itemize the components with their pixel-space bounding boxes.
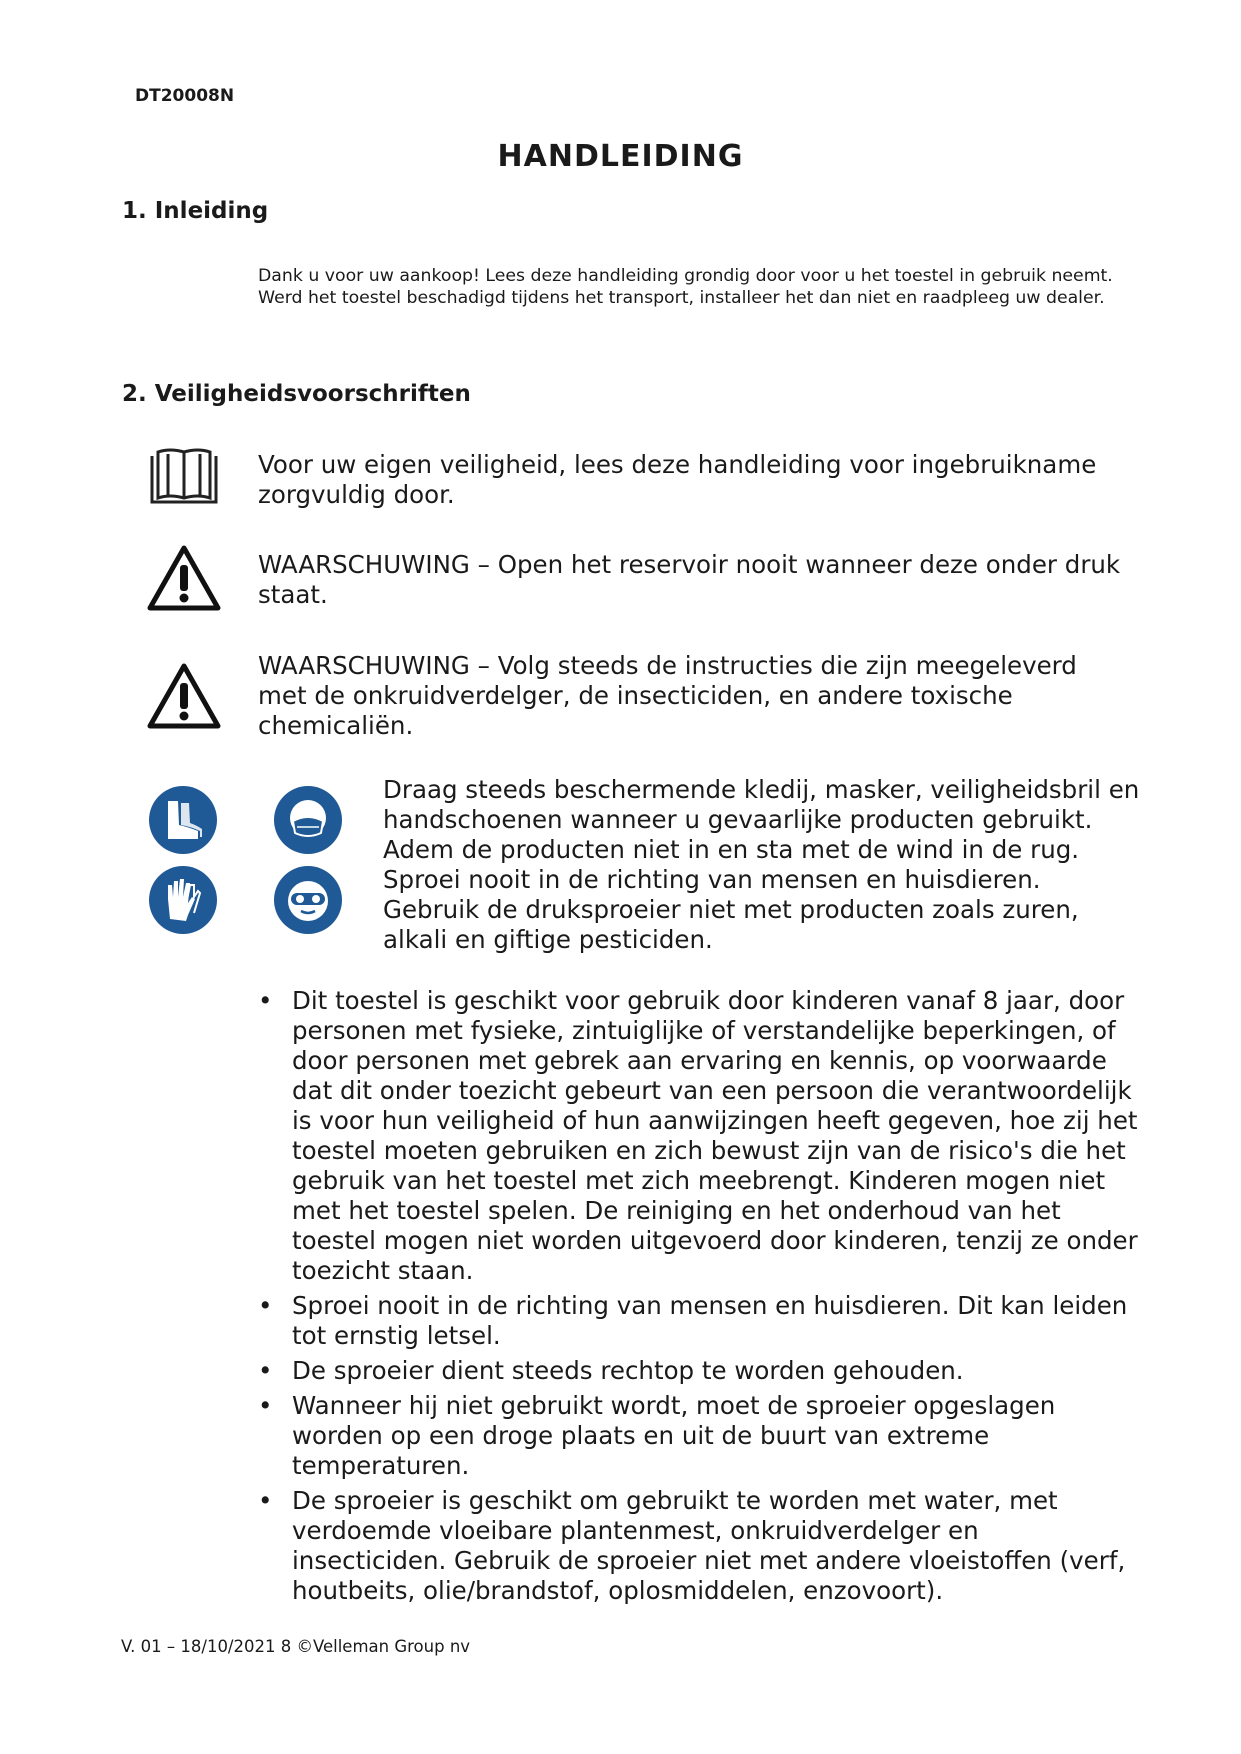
warning-triangle-icon — [147, 663, 221, 729]
safety-gloves-icon — [148, 865, 218, 935]
notice-warning-pressure: WAARSCHUWING – Open het reservoir nooit wanneer deze onder druk staat. — [258, 550, 1121, 609]
section-heading-intro: 1. Inleiding — [122, 198, 269, 224]
list-item: • Wanneer hij niet gebruikt wordt, moet de sproeier opgeslagen worden op een droge plaats en uit de buurt van extreme temperaturen. — [258, 1391, 1138, 1481]
notice-read-manual: Voor uw eigen veiligheid, lees deze handleiding voor ingebruikname zorgvuldig door. — [258, 450, 1097, 509]
document-code: DT20008N — [135, 86, 235, 106]
warning-triangle-icon — [147, 545, 221, 611]
list-item: • De sproeier is geschikt om gebruikt te worden met water, met verdoemde vloeibare plantenmest, onkruidverdelger en insecticiden. Gebruik de sproeier niet met andere vloeistoffen (verf, houtbeits, olie/brandstof, oplosmiddelen, enzovoort). — [258, 1486, 1138, 1606]
safety-goggles-icon — [273, 865, 343, 935]
manual-book-icon — [148, 448, 220, 508]
section-heading-safety: 2. Veiligheidsvoorschriften — [122, 381, 471, 407]
notice-warning-chemicals: WAARSCHUWING – Volg steeds de instructies die zijn meegeleverd met de onkruidverdelger, de insecticiden, en andere toxische chemicaliën. — [258, 651, 1077, 740]
face-mask-icon — [273, 785, 343, 855]
safety-boots-icon — [148, 785, 218, 855]
list-item: • De sproeier dient steeds rechtop te worden gehouden. — [258, 1356, 1138, 1386]
page-title: HANDLEIDING — [497, 139, 744, 174]
safety-bullet-list — [258, 986, 1138, 1611]
page-footer: V. 01 – 18/10/2021 8 ©Velleman Group nv — [121, 1637, 471, 1656]
list-item: • Dit toestel is geschikt voor gebruik door kinderen vanaf 8 jaar, door personen met fysieke, zintuiglijke of verstandelijke beperkingen, of door personen met gebrek aan ervaring en kennis, op voorwaarde dat dit onder toezicht gebeurt van een persoon die verantwoordelijk is voor hun veiligheid of hun aanwijzingen heeft gegeven, hoe zij het toestel moeten gebruiken en zich bewust zijn van de risico's die het gebruik van het toestel met zich meebrengt. Kinderen mogen niet met het toestel spelen. De reiniging en het onderhoud van het toestel mogen niet worden uitgevoerd door kinderen, tenzij ze onder toezicht staan. — [258, 986, 1138, 1286]
intro-paragraph: Dank u voor uw aankoop! Lees deze handleiding grondig door voor u het toestel in gebruik neemt. Werd het toestel beschadigd tijdens het transport, installeer het dan niet en raadpleeg uw dealer. — [258, 266, 1113, 308]
notice-protective-gear: Draag steeds beschermende kledij, masker, veiligheidsbril en handschoenen wanneer u gevaarlijke producten gebruikt. Adem de producten niet in en sta met de wind in de rug. Sproei nooit in de richting van mensen en huisdieren. Gebruik de druksproeier niet met producten zoals zuren, alkali en giftige pesticiden. — [383, 775, 1140, 954]
list-item: • Sproei nooit in de richting van mensen en huisdieren. Dit kan leiden tot ernstig letsel. — [258, 1291, 1138, 1351]
